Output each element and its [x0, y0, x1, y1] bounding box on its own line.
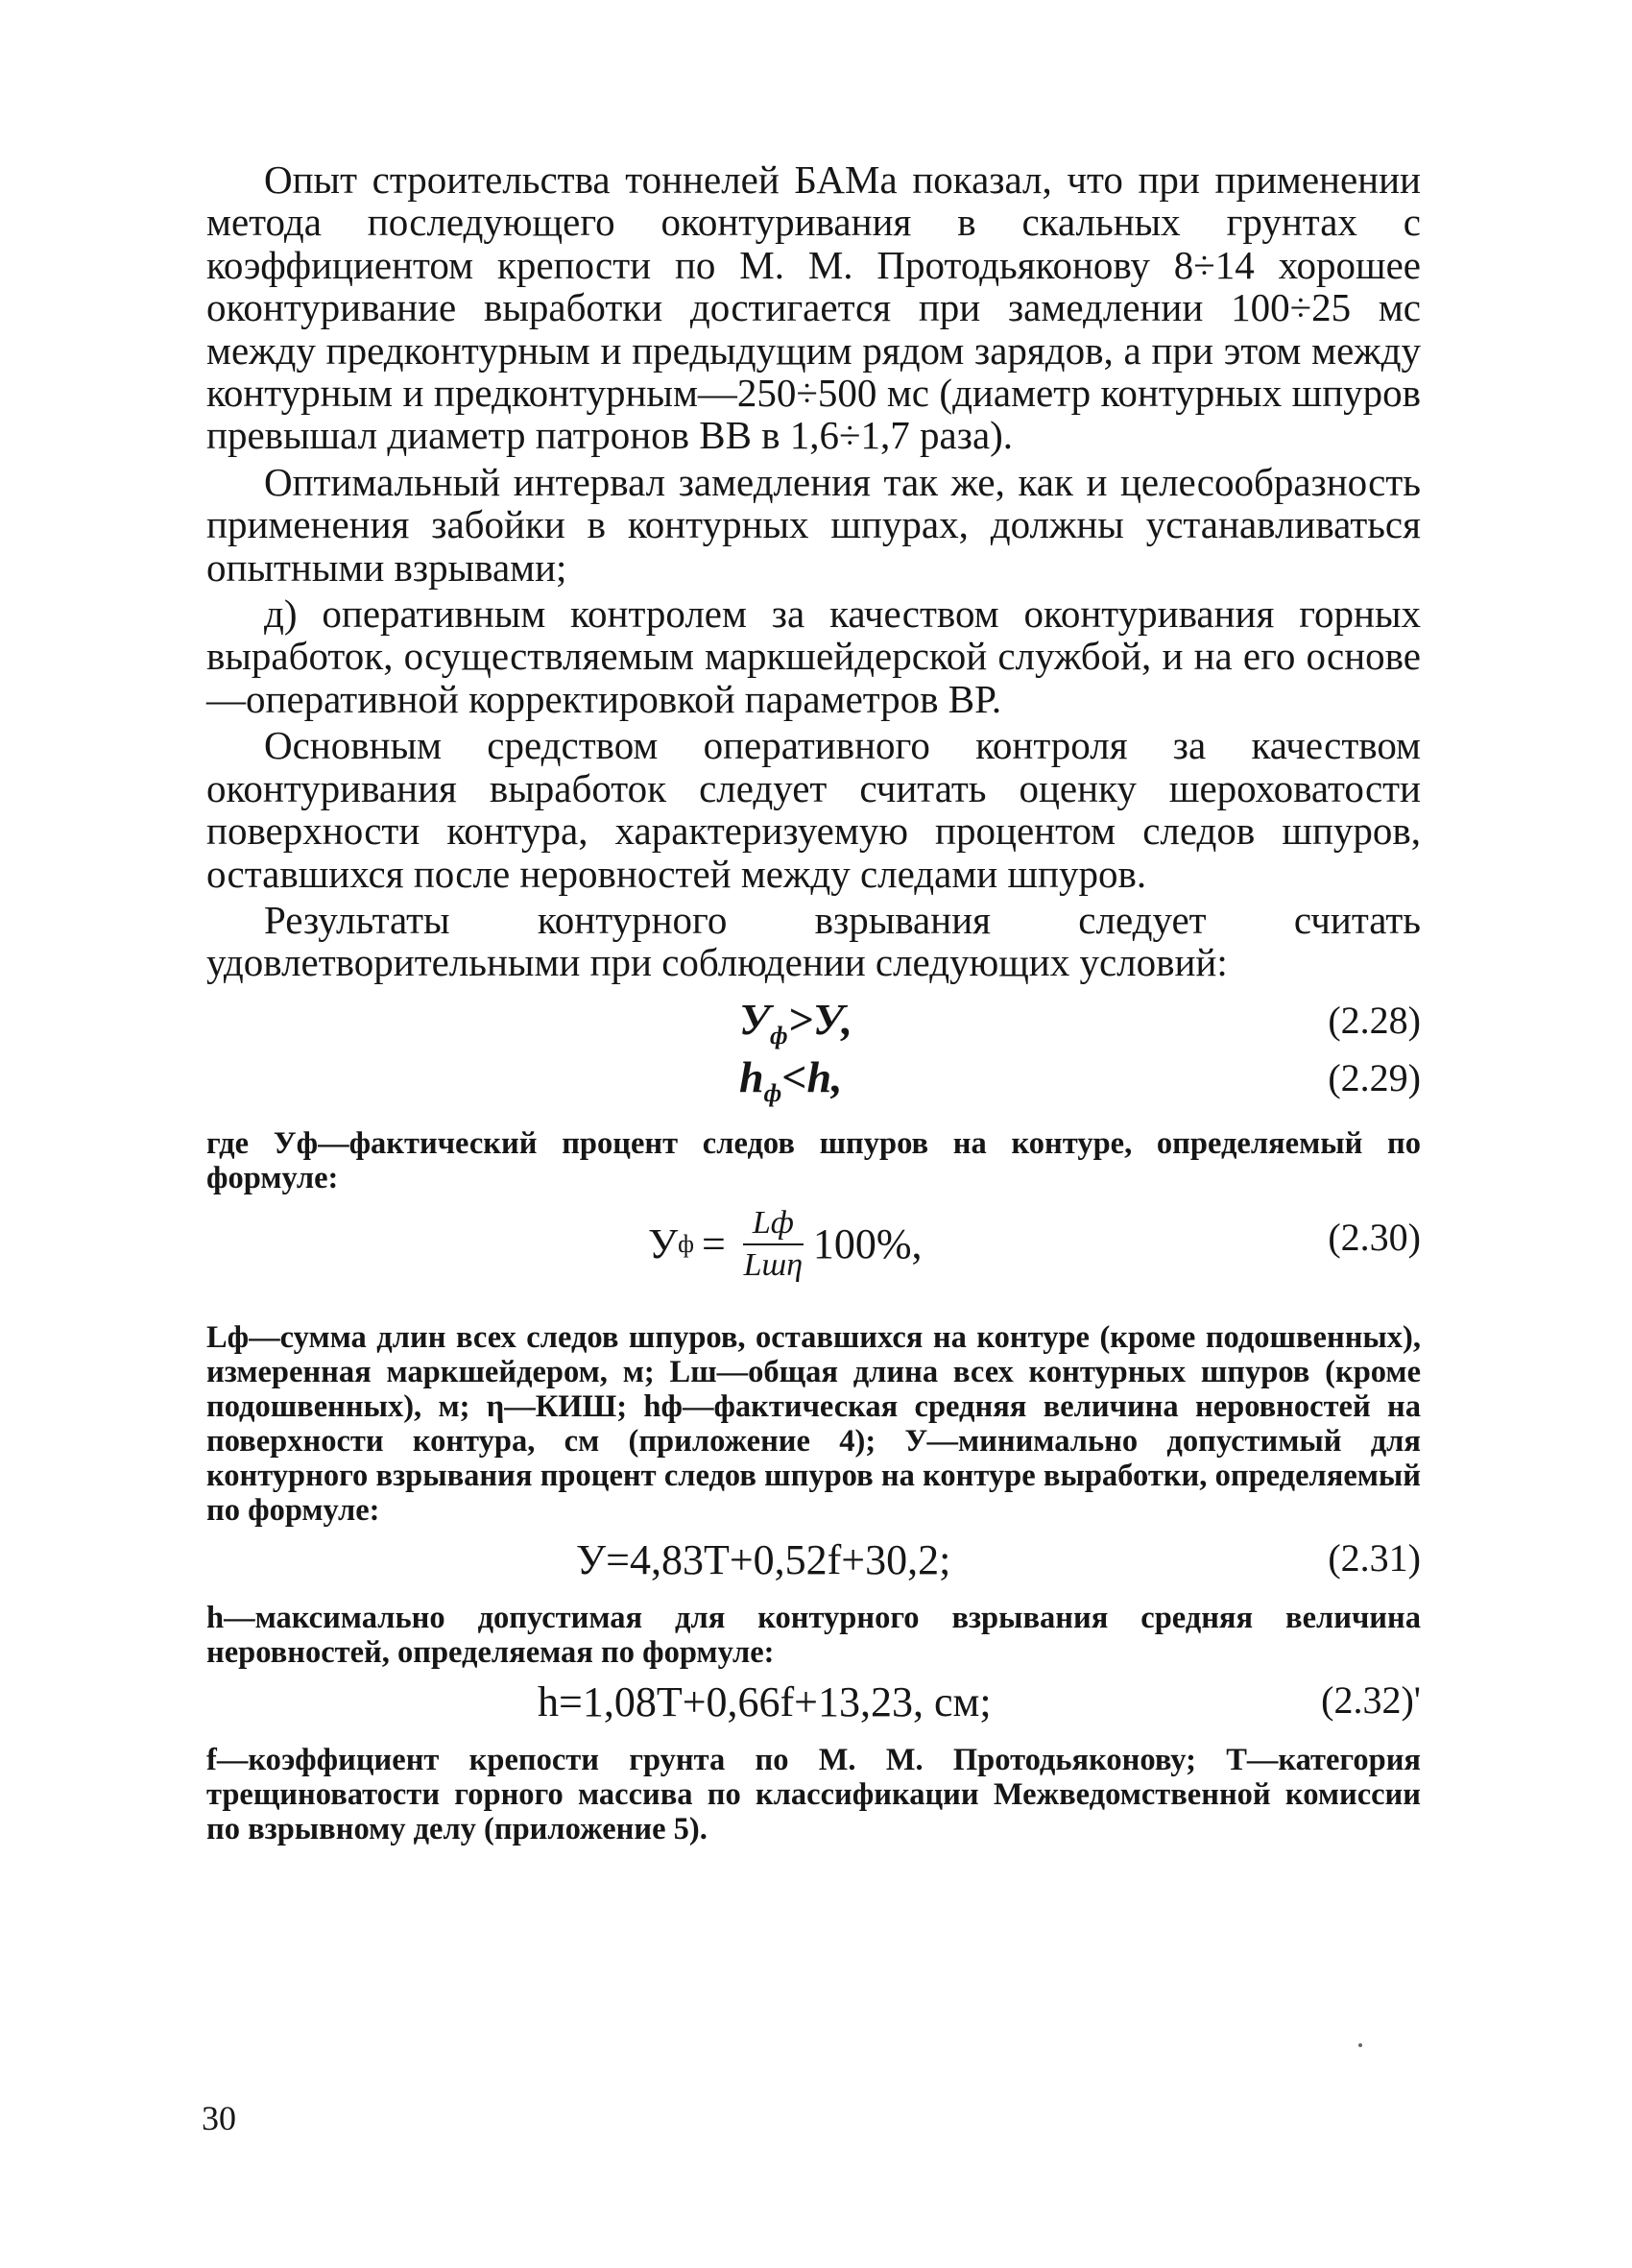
- definition-h: h—максимально допустимая для контурного взрывания средняя величина неровностей, определяемая по формуле:: [206, 1600, 1421, 1670]
- fraction: $\frac{Lф}{\text{Lшη}}$: [743, 1204, 804, 1283]
- equation-2-31-number: (2.31): [1328, 1535, 1421, 1580]
- equation-2-29: [206, 1051, 1421, 1109]
- definition-uf: где Уф—фактический процент следов шпуров на контуре, определяемый по формуле:: [206, 1125, 1421, 1195]
- equation-2-32: [206, 1670, 1421, 1737]
- equation-2-32-number: (2.32)': [1321, 1677, 1421, 1722]
- paragraph-1: Опыт строительства тоннелей БАМа показал, что при применении метода последующего оконтуривания в скальных грунтах с коэффициентом крепости по М. М. Протодьяконову 8÷14 хорошее оконтуривание выработки достигается при замедлении 100÷25 мс между предконтурным и предыдущим рядом зарядов, а при этом между контурным и предконтурным—250÷500 мс (диаметр контурных шпуров превышал диаметр патронов ВВ в 1,6÷1,7 раза).: [206, 157, 1421, 458]
- equation-2-28-number: (2.28): [1328, 998, 1421, 1042]
- scan-speck: [1358, 2043, 1362, 2047]
- equation-2-31-body: У=4,83Т+0,52f+30,2;: [576, 1535, 951, 1583]
- definition-f: f—коэффициент крепости грунта по М. М. Протодьяконову; Т—категория трещиноватости горного массива по классификации Межведомственной комиссии по взрывному делу (приложение 5).: [206, 1742, 1421, 1846]
- equation-2-29-number: (2.29): [1328, 1055, 1421, 1099]
- definition-block: Lф—сумма длин всех следов шпуров, оставшихся на контуре (кроме подошвенных), измеренная маркшейдером, м; Lш—общая длина всех контурных шпуров (кроме подошвенных), м; η—КИШ; hф—фактическая средняя величина неровностей на поверхности контура, см (приложение 4); У—минимально допустимый для контурного взрывания процент следов шпуров на контуре выработки, определяемый по формуле:: [206, 1319, 1421, 1528]
- paragraph-2: Оптимальный интервал замедления так же, как и целесообразность применения забойки в контурных шпурах, должны устанавливаться опытными взрывами;: [206, 459, 1421, 590]
- equation-2-30: [206, 1195, 1421, 1311]
- page-number: 30: [202, 2099, 236, 2137]
- equation-2-29-body: $h_ф<h$,: [739, 1051, 843, 1107]
- page-content: [206, 158, 1421, 1846]
- paragraph-3: д) оперативным контролем за качеством оконтуривания горных выработок, осуществляемым маркшейдерской службой, и на его основе—оперативной корректировкой параметров ВР.: [206, 591, 1421, 721]
- paragraph-4: Основным средством оперативного контроля за качеством оконтуривания выработок следует считать оценку шероховатости поверхности контура, характеризуемую процентом следов шпуров, оставшихся после неровностей между следами шпуров.: [206, 723, 1421, 896]
- equation-2-28: [206, 994, 1421, 1051]
- equation-2-30-number: (2.30): [1328, 1215, 1421, 1259]
- equation-2-32-body: h=1,08Т+0,66f+13,23, см;: [538, 1677, 992, 1725]
- equation-2-30-body: У ф = $\frac{Lф}{\text{Lшη}}$ 100%,: [648, 1204, 923, 1283]
- equation-2-31: [206, 1528, 1421, 1595]
- equation-2-28-body: $У_ф>У$,: [739, 994, 853, 1050]
- paragraph-5: Результаты контурного взрывания следует считать удовлетворительными при соблюдении следующих условий:: [206, 897, 1421, 985]
